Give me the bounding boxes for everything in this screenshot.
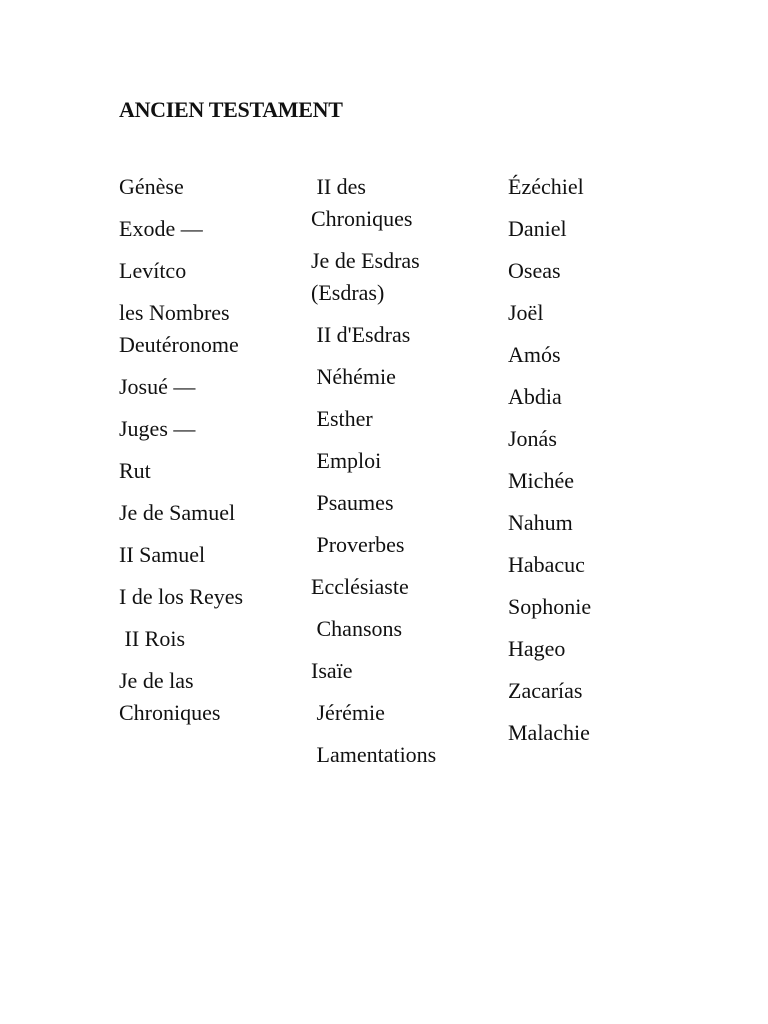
book-entry: Hageo [508, 636, 566, 661]
book-entry: Proverbes [311, 532, 405, 557]
book-entry: Sophonie [508, 594, 592, 619]
book-entry: Jonás [508, 426, 557, 451]
book-entry: Rut [119, 458, 151, 483]
book-entry: Néhémie [311, 364, 396, 389]
book-column-2 [311, 171, 501, 781]
book-entry: Ézéchiel [508, 174, 584, 199]
book-entry: Abdia [508, 384, 562, 409]
book-entry: Je de las Chroniques [119, 668, 221, 725]
book-entry: Juges — [119, 416, 196, 441]
book-entry: II des Chroniques [311, 174, 413, 231]
book-entry: Lamentations [311, 742, 437, 767]
book-entry: Josué — [119, 374, 196, 399]
book-entry: Michée [508, 468, 574, 493]
book-entry: Zacarías [508, 678, 583, 703]
book-entry: Daniel [508, 216, 567, 241]
book-entry: Habacuc [508, 552, 585, 577]
book-entry: I de los Reyes [119, 584, 244, 609]
book-entry: Jérémie [311, 700, 385, 725]
book-column-3 [508, 171, 658, 759]
book-entry: II Rois [119, 626, 185, 651]
book-entry: Nahum [508, 510, 573, 535]
book-entry: Ecclésiaste [311, 574, 409, 599]
page-title: ANCIEN TESTAMENT [119, 97, 343, 122]
book-entry: Je de Samuel [119, 500, 236, 525]
book-entry: Chansons [311, 616, 403, 641]
book-entry: II Samuel [119, 542, 206, 567]
book-entry: Emploi [311, 448, 382, 473]
book-entry: Amós [508, 342, 561, 367]
book-entry: Joël [508, 300, 544, 325]
book-entry: Levítco [119, 258, 187, 283]
book-entry: Génèse [119, 174, 184, 199]
book-entry: Isaïe [311, 658, 353, 683]
book-column-1 [119, 171, 304, 739]
book-entry: Exode — [119, 216, 203, 241]
book-entry: Esther [311, 406, 373, 431]
book-entry: II d'Esdras [311, 322, 411, 347]
book-entry: les Nombres Deutéronome [119, 300, 239, 357]
book-entry: Psaumes [311, 490, 394, 515]
book-entry: Je de Esdras (Esdras) [311, 248, 420, 305]
book-entry: Oseas [508, 258, 561, 283]
book-entry: Malachie [508, 720, 590, 745]
